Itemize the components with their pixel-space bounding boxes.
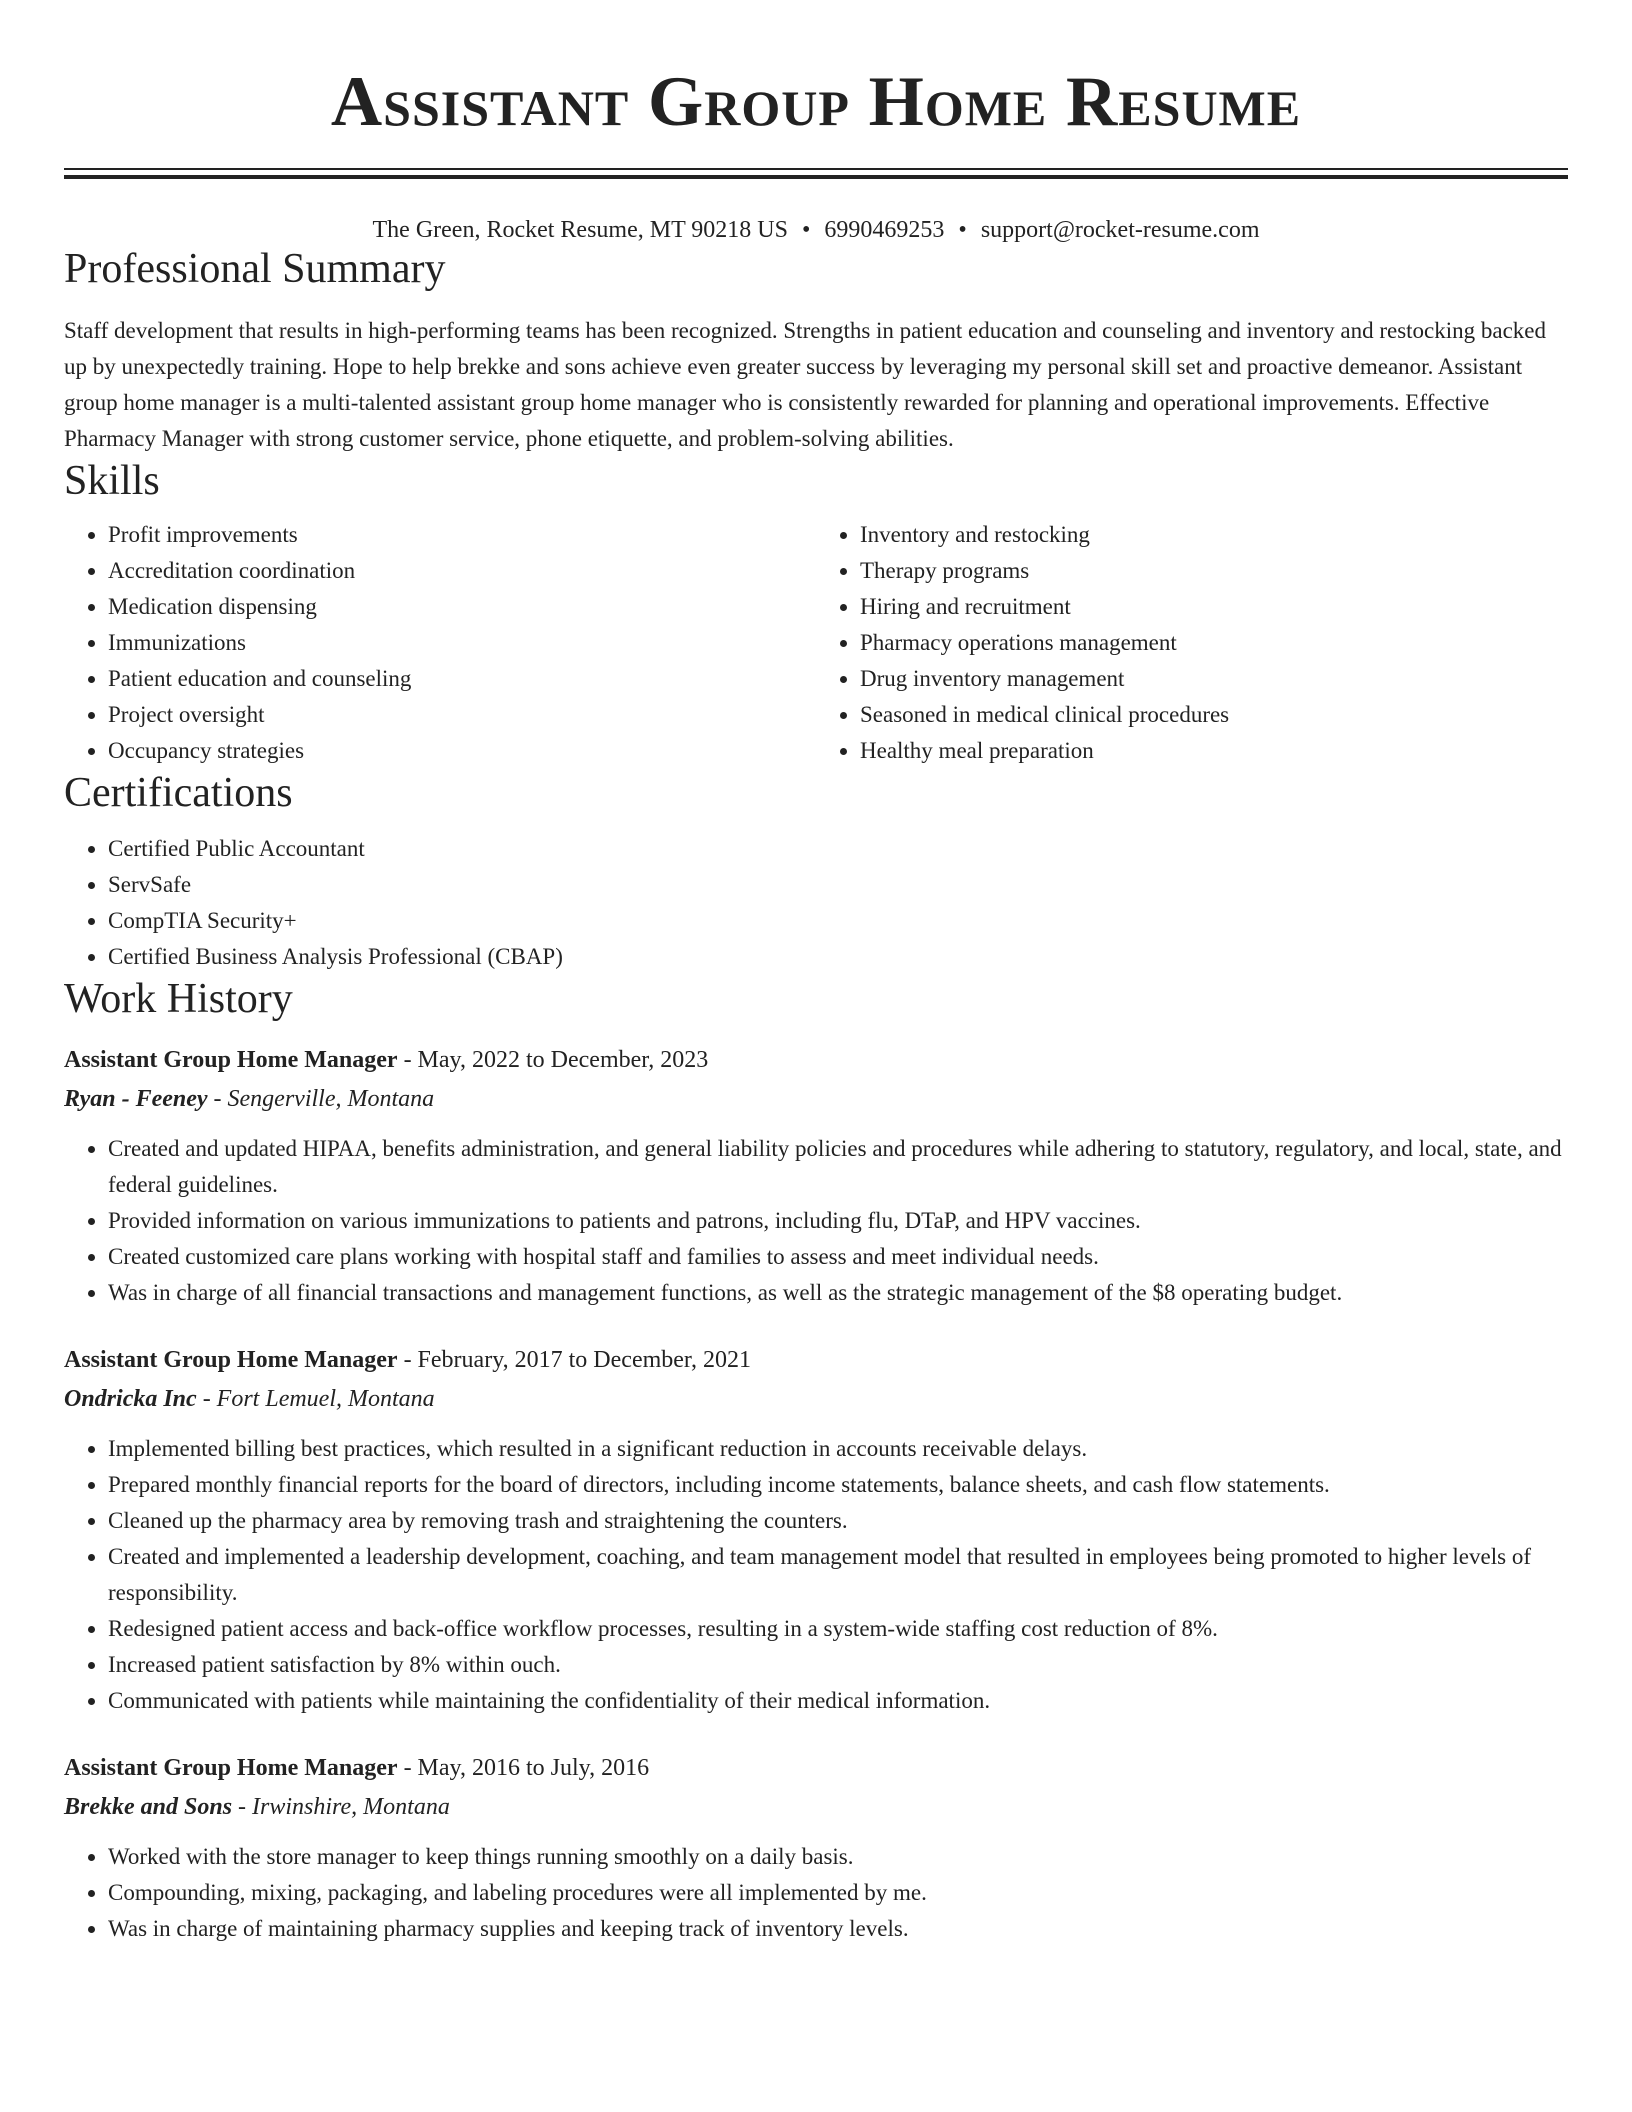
skill-item: • Drug inventory management: [860, 661, 1568, 697]
job-title-line: [64, 1041, 1568, 1079]
job-duty: • Created and implemented a leadership development, coaching, and team management model that resulted in employees being promoted to higher levels of responsibility.: [108, 1539, 1568, 1611]
job-company: Ryan - Feeney: [64, 1086, 208, 1112]
skills-columns: [64, 517, 1568, 769]
job-title: Assistant Group Home Manager: [64, 1347, 398, 1373]
job-dates: - February, 2017 to December, 2021: [397, 1347, 751, 1373]
job-title-line: [64, 1749, 1568, 1787]
skill-item: • Accreditation coordination: [108, 553, 816, 589]
certification-item: • Certified Business Analysis Professional (CBAP): [108, 939, 1568, 975]
job-duties-list: [64, 1839, 1568, 1947]
summary-heading: Professional Summary: [64, 246, 446, 292]
certification-item: • CompTIA Security+: [108, 903, 1568, 939]
job-title: Assistant Group Home Manager: [64, 1755, 398, 1781]
job-entry: [64, 1041, 1568, 1311]
job-duty: • Implemented billing best practices, which resulted in a significant reduction in accounts receivable delays.: [108, 1431, 1568, 1467]
skills-heading: Skills: [64, 458, 160, 504]
skill-item: • Immunizations: [108, 625, 816, 661]
job-company-line: [64, 1079, 1568, 1119]
skill-item: • Pharmacy operations management: [860, 625, 1568, 661]
job-title: Assistant Group Home Manager: [64, 1047, 398, 1073]
job-company: Ondricka Inc: [64, 1386, 197, 1412]
job-duty: • Communicated with patients while maintaining the confidentiality of their medical information.: [108, 1683, 1568, 1719]
skill-item: • Healthy meal preparation: [860, 733, 1568, 769]
contact-separator: •: [802, 217, 811, 243]
job-duties-list: [64, 1431, 1568, 1719]
skill-item: • Seasoned in medical clinical procedures: [860, 697, 1568, 733]
job-entry: [64, 1749, 1568, 1947]
certifications-heading: Certifications: [64, 770, 293, 816]
skill-item: • Patient education and counseling: [108, 661, 816, 697]
job-dates: - May, 2022 to December, 2023: [397, 1047, 709, 1073]
skill-item: • Hiring and recruitment: [860, 589, 1568, 625]
work-history-heading: Work History: [64, 976, 293, 1022]
certification-item: • ServSafe: [108, 867, 1568, 903]
title-divider: [64, 168, 1568, 179]
skills-list-right: [816, 517, 1568, 769]
job-duty: • Was in charge of all financial transactions and management functions, as well as the strategic management of the $8 operating budget.: [108, 1275, 1568, 1311]
contact-email[interactable]: support@rocket-resume.com: [980, 217, 1260, 243]
contact-separator: •: [958, 217, 967, 243]
job-location: - Irwinshire, Montana: [232, 1794, 450, 1820]
job-company: Brekke and Sons: [64, 1794, 233, 1820]
job-duty: • Was in charge of maintaining pharmacy supplies and keeping track of inventory levels.: [108, 1911, 1568, 1947]
contact-line: [64, 215, 1568, 245]
job-duty: • Cleaned up the pharmacy area by removing trash and straightening the counters.: [108, 1503, 1568, 1539]
job-duties-list: [64, 1131, 1568, 1311]
job-duty: • Prepared monthly financial reports for the board of directors, including income statements, balance sheets, and cash flow statements.: [108, 1467, 1568, 1503]
job-duty: • Created and updated HIPAA, benefits administration, and general liability policies and procedures while adhering to statutory, regulatory, and local, state, and federal guidelines.: [108, 1131, 1568, 1203]
job-location: - Sengerville, Montana: [207, 1086, 435, 1112]
job-title-line: [64, 1341, 1568, 1379]
summary-text: Staff development that results in high-performing teams has been recognized. Strengths in patient education and counseling and inventory and restocking backed up by unexpectedly training. Hope to help brekke and sons achieve even greater success by leveraging my personal skill set and proactive demeanor. Assistant group home manager is a multi-talented assistant group home manager who is consistently rewarded for planning and operational improvements. Effective Pharmacy Manager with strong customer service, phone etiquette, and problem-solving abilities.: [64, 318, 1547, 451]
skills-list-left: [64, 517, 816, 769]
contact-address: The Green, Rocket Resume, MT 90218 US: [372, 217, 788, 243]
skill-item: • Medication dispensing: [108, 589, 816, 625]
job-duty: • Worked with the store manager to keep things running smoothly on a daily basis.: [108, 1839, 1568, 1875]
skill-item: • Occupancy strategies: [108, 733, 816, 769]
skill-item: • Therapy programs: [860, 553, 1568, 589]
certification-item: • Certified Public Accountant: [108, 831, 1568, 867]
skill-item: • Project oversight: [108, 697, 816, 733]
job-duty: • Increased patient satisfaction by 8% within ouch.: [108, 1647, 1568, 1683]
job-duty: • Redesigned patient access and back-office workflow processes, resulting in a system-wide staffing cost reduction of 8%.: [108, 1611, 1568, 1647]
resume-title: Assistant Group Home Resume: [330, 63, 1302, 141]
job-company-line: [64, 1787, 1568, 1827]
job-duty: • Created customized care plans working with hospital staff and families to assess and meet individual needs.: [108, 1239, 1568, 1275]
job-dates: - May, 2016 to July, 2016: [397, 1755, 650, 1781]
job-entry: [64, 1341, 1568, 1719]
skill-item: • Inventory and restocking: [860, 517, 1568, 553]
job-duty: • Provided information on various immunizations to patients and patrons, including flu, DTaP, and HPV vaccines.: [108, 1203, 1568, 1239]
job-company-line: [64, 1379, 1568, 1419]
certifications-list: [64, 831, 1568, 975]
skill-item: • Profit improvements: [108, 517, 816, 553]
contact-phone[interactable]: 6990469253: [824, 217, 945, 243]
job-location: - Fort Lemuel, Montana: [196, 1386, 435, 1412]
job-duty: • Compounding, mixing, packaging, and labeling procedures were all implemented by me.: [108, 1875, 1568, 1911]
